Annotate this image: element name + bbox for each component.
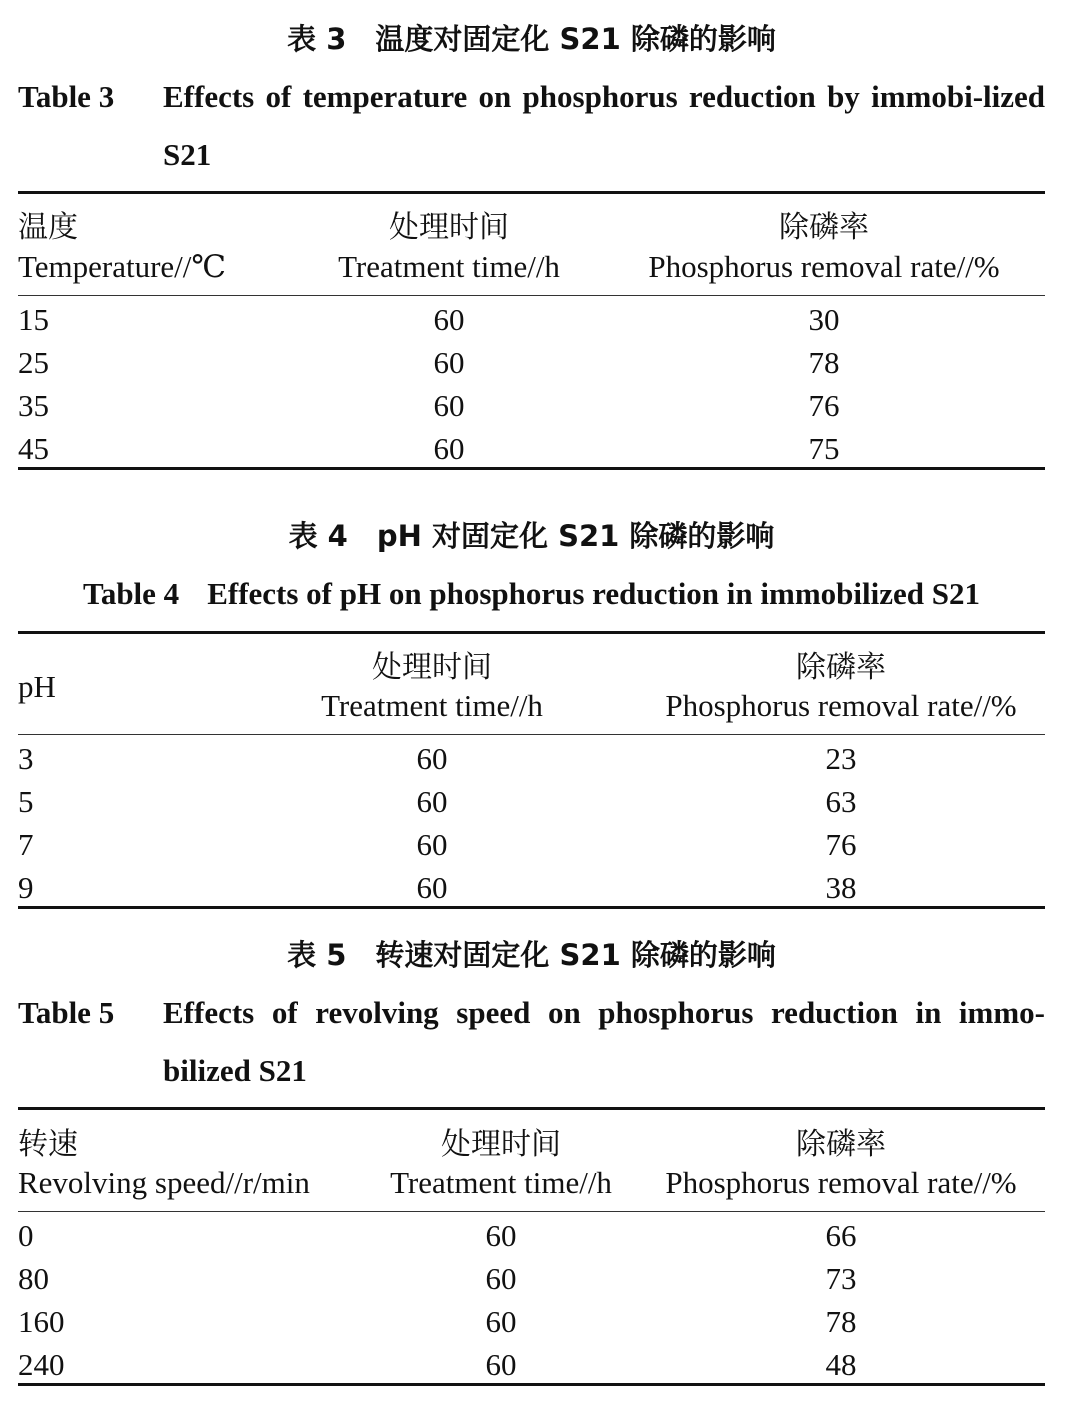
table-row-cell: 60 [433,302,465,337]
table-row-cell: 7 [18,827,34,862]
table-5-bottom-rule [18,1383,1045,1386]
table-5-en-title [18,984,1045,1100]
table-3-caption: Effects of temperature on phosphorus reduction by immobi-lized S21 [163,79,1045,172]
table-4-header-1-en: pH [18,669,56,704]
table-row-cell: 25 [18,345,49,380]
table-row-cell: 30 [808,302,840,337]
table-row-cell: 5 [18,784,34,819]
table-row-cell: 15 [18,302,49,337]
table-5-top-rule [18,1107,1045,1110]
table-row-cell: 60 [416,870,448,905]
table-row-cell: 35 [18,388,49,423]
table-4-header-2-en: Treatment time//h [321,688,543,723]
table-row-cell: 0 [18,1218,34,1253]
table-3-label: Table 3 [18,79,115,114]
table-row-cell: 23 [825,741,857,776]
table-5-header-3-cn: 除磷率 [796,1127,886,1162]
table-5-label: Table 5 [18,995,115,1030]
table-row-cell: 78 [808,345,840,380]
table-row-cell: 60 [416,827,448,862]
table-5-cn-title: 表 5 转速对固定化 S21 除磷的影响 [287,938,776,972]
table-5-header-3-en: Phosphorus removal rate//% [665,1165,1017,1200]
table-3-header-3-cn: 除磷率 [779,210,869,245]
table-row-cell: 75 [808,431,840,466]
table-3-cn-title: 表 3 温度对固定化 S21 除磷的影响 [287,22,776,56]
table-5-header-1-cn: 转速 [18,1127,78,1162]
table-row-cell: 80 [18,1261,49,1296]
table-5-header-2-cn: 处理时间 [441,1127,561,1162]
table-4-label: Table 4 [82,576,180,611]
table-5 [18,0,1045,1395]
table-row-cell: 48 [825,1347,857,1382]
table-4-caption: Effects of pH on phosphorus reduction in immobilized S21 [207,576,980,611]
table-4-cn-title: 表 4 pH 对固定化 S21 除磷的影响 [288,519,775,553]
table-row-cell: 76 [825,827,857,862]
table-3-header-1-en: Temperature//℃ [18,249,227,284]
table-5-header-1-en: Revolving speed//r/min [18,1165,310,1200]
table-5-header-rule [18,1211,1045,1212]
table-row-cell: 78 [825,1304,857,1339]
table-row-cell: 60 [433,388,465,423]
table-row-cell: 60 [485,1218,517,1253]
table-row-cell: 45 [18,431,49,466]
table-row-cell: 160 [18,1304,65,1339]
table-3-header-3-en: Phosphorus removal rate//% [648,249,1000,284]
table-row-cell: 3 [18,741,34,776]
table-3-header-1-cn: 温度 [18,210,78,245]
table-row-cell: 73 [825,1261,857,1296]
table-4-header-2-cn: 处理时间 [372,650,492,685]
table-row-cell: 9 [18,870,34,905]
table-row-cell: 60 [433,345,465,380]
table-row-cell: 60 [416,784,448,819]
table-4-header-3-en: Phosphorus removal rate//% [665,688,1017,723]
table-row-cell: 66 [825,1218,857,1253]
table-5-header-2-en: Treatment time//h [390,1165,612,1200]
table-3-header-2-en: Treatment time//h [338,249,560,284]
table-row-cell: 60 [485,1304,517,1339]
table-5-caption: Effects of revolving speed on phosphorus reduction in immo-bilized S21 [163,995,1045,1088]
table-row-cell: 63 [825,784,857,819]
table-row-cell: 60 [485,1347,517,1382]
table-row-cell: 60 [485,1261,517,1296]
table-row-cell: 240 [18,1347,65,1382]
table-row-cell: 60 [416,741,448,776]
table-row-cell: 60 [433,431,465,466]
table-row-cell: 76 [808,388,840,423]
table-4-header-3-cn: 除磷率 [796,650,886,685]
table-row-cell: 38 [825,870,857,905]
table-3-header-2-cn: 处理时间 [389,210,509,245]
